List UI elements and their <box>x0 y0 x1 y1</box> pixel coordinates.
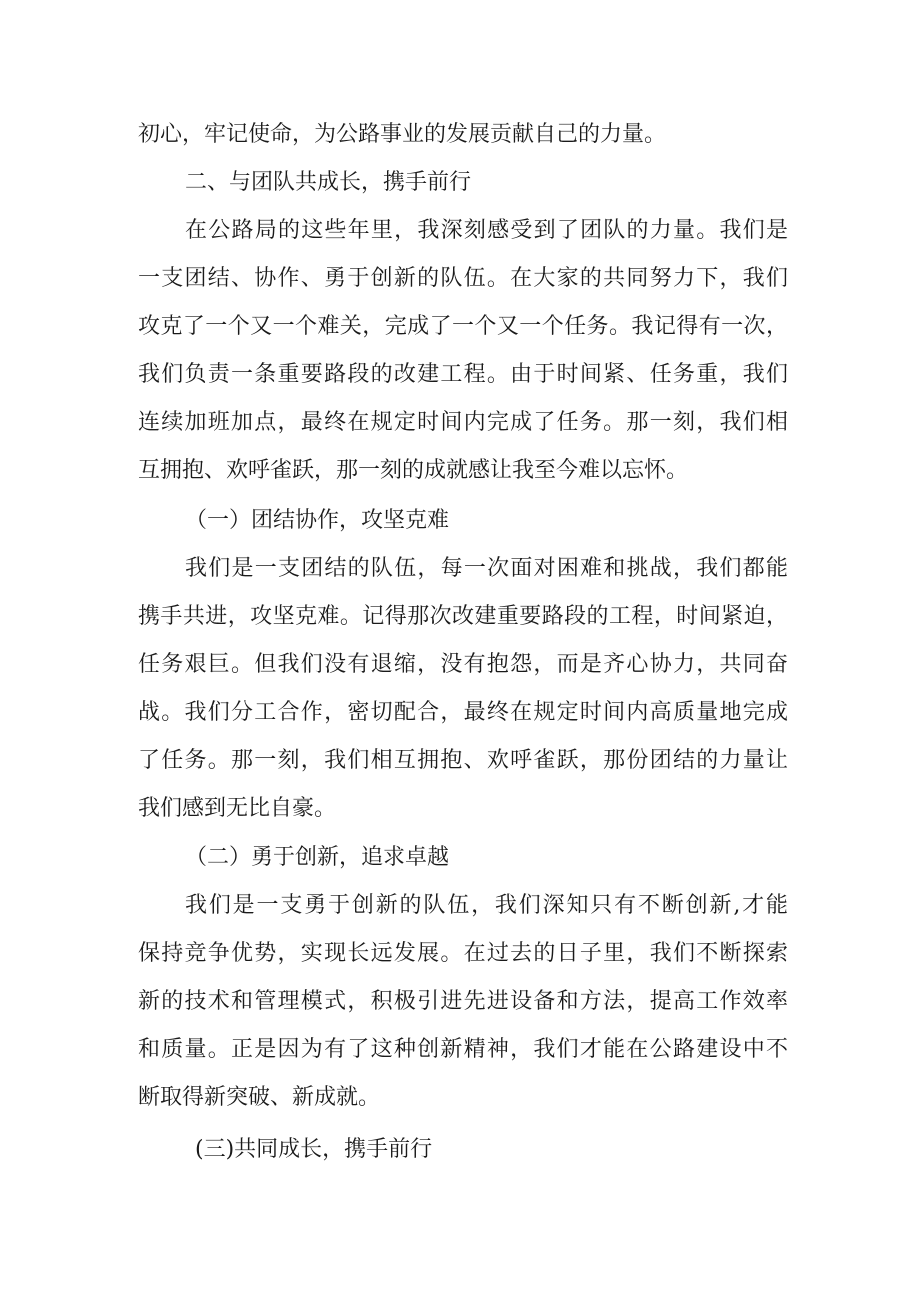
paragraph-line: 一支团结、协作、勇于创新的队伍。在大家的共同努力下，我们 <box>138 266 788 291</box>
paragraph-line: 在公路局的这些年里，我深刻感受到了团队的力量。我们是 <box>185 218 788 243</box>
section-heading: 二、与团队共成长，携手前行 <box>185 170 472 195</box>
subsection-heading: (三)共同成长，携手前行 <box>195 1137 433 1162</box>
paragraph-line: 我们是一支勇于创新的队伍，我们深知只有不断创新,才能 <box>185 893 788 918</box>
paragraph-line: 初心，牢记使命，为公路事业的发展贡献自己的力量。 <box>138 122 667 147</box>
paragraph-line: 连续加班加点，最终在规定时间内完成了任务。那一刻，我们相 <box>138 410 788 435</box>
paragraph-line: 保持竞争优势，实现长远发展。在过去的日子里，我们不断探索 <box>138 941 788 966</box>
subsection-heading: （二）勇于创新，追求卓越 <box>185 845 450 870</box>
paragraph-line: 战。我们分工合作，密切配合，最终在规定时间内高质量地完成 <box>138 700 788 725</box>
paragraph-line: 断取得新突破、新成就。 <box>138 1085 381 1110</box>
paragraph-line: 我们负责一条重要路段的改建工程。由于时间紧、任务重，我们 <box>138 362 788 387</box>
paragraph-line: 互拥抱、欢呼雀跃，那一刻的成就感让我至今难以忘怀。 <box>138 458 689 483</box>
paragraph-line: 新的技术和管理模式，积极引进先进设备和方法，提高工作效率 <box>138 989 788 1014</box>
paragraph-line: 攻克了一个又一个难关，完成了一个又一个任务。我记得有一次， <box>138 314 788 339</box>
paragraph-line: 任务艰巨。但我们没有退缩，没有抱怨，而是齐心协力，共同奋 <box>138 652 788 677</box>
paragraph-line: 我们感到无比自豪。 <box>138 796 337 821</box>
paragraph-line: 了任务。那一刻，我们相互拥抱、欢呼雀跃，那份团结的力量让 <box>138 748 788 773</box>
paragraph-line: 携手共进，攻坚克难。记得那次改建重要路段的工程，时间紧迫， <box>138 604 788 629</box>
subsection-heading: （一）团结协作，攻坚克难 <box>185 508 450 533</box>
paragraph-line: 我们是一支团结的队伍，每一次面对困难和挑战，我们都能 <box>185 556 788 581</box>
paragraph-line: 和质量。正是因为有了这种创新精神，我们才能在公路建设中不 <box>138 1037 788 1062</box>
